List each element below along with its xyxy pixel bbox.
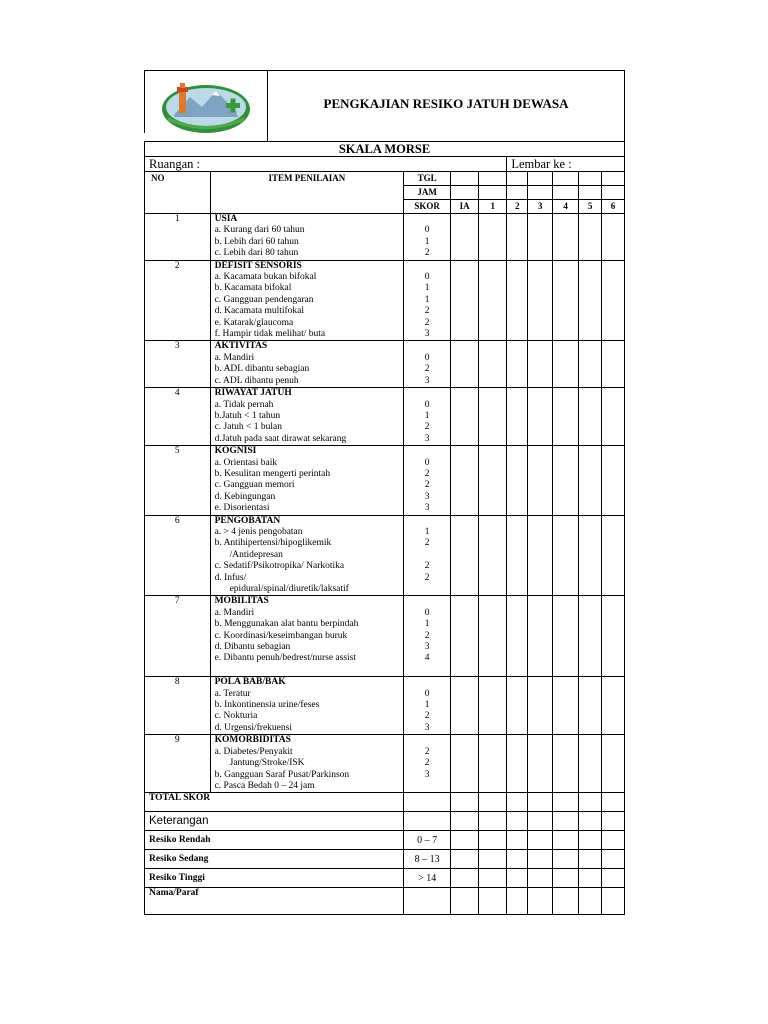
item-row [145, 515, 625, 596]
score-cell[interactable] [553, 214, 579, 261]
total-cell[interactable] [553, 793, 579, 812]
legend-cell[interactable] [602, 869, 625, 888]
jam-cell[interactable] [602, 186, 625, 200]
item-row [145, 260, 625, 341]
score-value: 3 [424, 769, 430, 780]
score-cell[interactable] [602, 596, 625, 677]
keterangan-cell [404, 812, 451, 831]
legend-row [145, 850, 625, 869]
item-option: d. Kacamata multifokal [214, 306, 305, 317]
score-cell[interactable] [528, 341, 553, 388]
score-value: 3 [424, 722, 430, 733]
score-cell[interactable] [579, 515, 602, 596]
legend-cell[interactable] [451, 869, 479, 888]
legend-cell[interactable] [479, 831, 507, 850]
legend-range: 0 – 7 [404, 831, 451, 850]
item-number: 4 [145, 388, 211, 446]
item-scores [404, 341, 451, 388]
score-cell[interactable] [507, 388, 528, 446]
score-cell[interactable] [553, 260, 579, 341]
score-value: 1 [424, 410, 430, 421]
item-title: POLA BAB/BAK [214, 677, 286, 688]
item-title: MOBILITAS [214, 596, 269, 607]
keterangan-cell[interactable] [553, 812, 579, 831]
score-cell[interactable] [553, 735, 579, 793]
legend-cell[interactable] [602, 850, 625, 869]
score-cell[interactable] [479, 735, 507, 793]
score-value: 0 [424, 272, 430, 283]
item-option: d. Kebingungan [214, 491, 276, 502]
score-cell[interactable] [479, 260, 507, 341]
score-value: 2 [424, 561, 430, 572]
legend-cell[interactable] [579, 850, 602, 869]
score-cell[interactable] [507, 596, 528, 677]
keterangan-cell[interactable] [579, 812, 602, 831]
score-value: 0 [424, 399, 430, 410]
score-spacer [404, 735, 450, 746]
tgl-cell[interactable] [602, 172, 625, 186]
score-cell[interactable] [553, 596, 579, 677]
total-cell[interactable] [451, 793, 479, 812]
score-cell[interactable] [507, 515, 528, 596]
item-option: a. Diabetes/Penyakit [214, 746, 293, 757]
score-cell[interactable] [479, 596, 507, 677]
item-option: c. Nokturia [214, 711, 258, 722]
score-value: 3 [424, 642, 430, 653]
signature-cell[interactable] [451, 888, 479, 915]
item-description [210, 214, 404, 261]
keterangan-cell[interactable] [479, 812, 507, 831]
item-option: b. ADL dibantu sebagian [214, 364, 310, 375]
legend-cell[interactable] [553, 850, 579, 869]
score-spacer [404, 341, 450, 352]
total-cell[interactable] [507, 793, 528, 812]
ruangan-field[interactable]: Ruangan : [145, 157, 507, 172]
signature-label: Nama/Paraf [145, 888, 404, 915]
legend-cell[interactable] [553, 831, 579, 850]
score-cell[interactable] [451, 735, 479, 793]
score-value: 3 [424, 503, 430, 514]
score-cell[interactable] [602, 260, 625, 341]
score-value: 2 [424, 364, 430, 375]
item-option: b.Jatuh < 1 tahun [214, 410, 281, 421]
morse-scale-table [144, 141, 625, 915]
jam-cell[interactable] [479, 186, 507, 200]
item-scores [404, 677, 451, 735]
score-value [404, 550, 450, 561]
score-cell[interactable] [479, 341, 507, 388]
jam-cell[interactable] [528, 186, 553, 200]
score-cell[interactable] [528, 260, 553, 341]
item-option: b. Kacamata bifokal [214, 283, 292, 294]
score-value: 2 [424, 758, 430, 769]
signature-cell[interactable] [479, 888, 507, 915]
legend-cell[interactable] [553, 869, 579, 888]
score-cell[interactable] [507, 677, 528, 735]
item-description [210, 260, 404, 341]
item-title: AKTIVITAS [214, 341, 268, 352]
score-cell[interactable] [553, 388, 579, 446]
total-row [145, 793, 625, 812]
legend-cell[interactable] [507, 831, 528, 850]
legend-range: > 14 [404, 869, 451, 888]
total-label: TOTAL SKOR [145, 793, 404, 812]
score-cell[interactable] [451, 677, 479, 735]
legend-cell[interactable] [528, 831, 553, 850]
item-description [210, 677, 404, 735]
score-value: 0 [424, 688, 430, 699]
item-number: 6 [145, 515, 211, 596]
score-spacer [404, 261, 450, 272]
tgl-cell[interactable] [451, 172, 479, 186]
score-cell[interactable] [579, 735, 602, 793]
score-value: 2 [424, 480, 430, 491]
item-title: DEFISIT SENSORIS [214, 260, 302, 271]
item-option: c. Gangguan pendengaran [214, 294, 314, 305]
item-option: c. Pasca Bedah 0 – 24 jam [214, 780, 315, 791]
item-scores [404, 388, 451, 446]
keterangan-cell[interactable] [602, 812, 625, 831]
keterangan-cell[interactable] [528, 812, 553, 831]
item-option: b. Menggunakan alat bantu berpindah [214, 619, 359, 630]
score-cell[interactable] [507, 735, 528, 793]
score-spacer [404, 516, 450, 527]
item-description [210, 446, 404, 515]
item-option: d.Jatuh pada saat dirawat sekarang [214, 433, 347, 444]
legend-cell[interactable] [579, 869, 602, 888]
total-cell[interactable] [579, 793, 602, 812]
jam-cell[interactable] [507, 186, 528, 200]
score-cell[interactable] [479, 515, 507, 596]
item-option: e. Disorientasi [214, 503, 270, 514]
score-value: 1 [424, 526, 430, 537]
tgl-cell[interactable] [507, 172, 528, 186]
item-row [145, 214, 625, 261]
score-cell[interactable] [528, 446, 553, 515]
score-value: 3 [424, 491, 430, 502]
score-cell[interactable] [479, 677, 507, 735]
item-option: b. Lebih dari 60 tahun [214, 236, 299, 247]
legend-row [145, 869, 625, 888]
legend-cell[interactable] [528, 850, 553, 869]
legend-cell[interactable] [528, 869, 553, 888]
col-item: ITEM PENILAIAN [210, 172, 404, 214]
signature-cell[interactable] [553, 888, 579, 915]
score-cell[interactable] [528, 735, 553, 793]
score-cell[interactable] [451, 341, 479, 388]
item-scores [404, 260, 451, 341]
item-title: USIA [214, 214, 238, 224]
score-value [404, 584, 450, 595]
item-option: a. Orientasi baik [214, 457, 278, 468]
score-cell[interactable] [528, 677, 553, 735]
legend-cell[interactable] [479, 869, 507, 888]
item-option: b. Gangguan Saraf Pusat/Parkinson [214, 769, 350, 780]
score-cell[interactable] [507, 260, 528, 341]
score-value: 2 [424, 630, 430, 641]
legend-row [145, 831, 625, 850]
score-value: 1 [424, 619, 430, 630]
score-value: 2 [424, 422, 430, 433]
score-cell[interactable] [479, 446, 507, 515]
item-option: b. Antihipertensi/hipoglikemik [214, 538, 332, 549]
score-cell[interactable] [602, 515, 625, 596]
total-cell[interactable] [528, 793, 553, 812]
score-cell[interactable] [528, 388, 553, 446]
item-option: a. Mandiri [214, 352, 255, 363]
score-value: 2 [424, 572, 430, 583]
item-option: d. Infus/ [214, 572, 247, 583]
item-scores [404, 214, 451, 261]
score-cell[interactable] [451, 596, 479, 677]
signature-row [145, 888, 625, 915]
col-label: 3 [528, 200, 553, 214]
score-value: 1 [424, 700, 430, 711]
item-option: Jantung/Stroke/ISK [229, 758, 305, 769]
item-number: 7 [145, 596, 211, 677]
score-cell[interactable] [507, 446, 528, 515]
score-cell[interactable] [579, 677, 602, 735]
signature-cell[interactable] [602, 888, 625, 915]
score-cell[interactable] [507, 214, 528, 261]
item-row [145, 735, 625, 793]
score-cell[interactable] [507, 341, 528, 388]
col-no: NO [145, 172, 211, 214]
scale-title: SKALA MORSE [145, 142, 625, 157]
keterangan-row [145, 812, 625, 831]
item-option: a. Teratur [214, 688, 251, 699]
legend-cell[interactable] [507, 850, 528, 869]
score-cell[interactable] [553, 341, 579, 388]
score-cell[interactable] [553, 446, 579, 515]
item-description [210, 341, 404, 388]
score-spacer [404, 388, 450, 399]
assessment-form [144, 70, 625, 915]
item-scores [404, 446, 451, 515]
item-option: c. Jatuh < 1 bulan [214, 422, 282, 433]
score-value: 2 [424, 746, 430, 757]
score-cell[interactable] [553, 677, 579, 735]
item-option: a. Tidak pernah [214, 399, 274, 410]
score-value: 1 [424, 283, 430, 294]
score-cell[interactable] [528, 214, 553, 261]
item-option: c. Gangguan memori [214, 480, 295, 491]
tgl-cell[interactable] [479, 172, 507, 186]
col-label: 5 [579, 200, 602, 214]
item-number: 9 [145, 735, 211, 793]
item-number: 2 [145, 260, 211, 341]
lembar-field[interactable]: Lembar ke : [507, 157, 625, 172]
score-value [404, 781, 450, 792]
item-number: 3 [145, 341, 211, 388]
total-cell[interactable] [479, 793, 507, 812]
signature-cell[interactable] [404, 888, 451, 915]
hospital-logo [160, 77, 252, 135]
total-score-cell[interactable] [404, 793, 451, 812]
score-value: 1 [424, 236, 430, 247]
item-option: a. Kurang dari 60 tahun [214, 225, 305, 236]
score-cell[interactable] [579, 260, 602, 341]
signature-cell[interactable] [579, 888, 602, 915]
col-label: 6 [602, 200, 625, 214]
col-label: 2 [507, 200, 528, 214]
keterangan-cell[interactable] [451, 812, 479, 831]
score-cell[interactable] [479, 214, 507, 261]
score-cell[interactable] [579, 596, 602, 677]
item-row [145, 596, 625, 677]
item-option: b. Kesulitan mengerti perintah [214, 468, 331, 479]
jam-cell[interactable] [579, 186, 602, 200]
score-cell[interactable] [451, 388, 479, 446]
score-value: 3 [424, 329, 430, 340]
legend-label: Resiko Rendah [145, 831, 404, 850]
score-spacer [404, 677, 450, 688]
col-jam: JAM [404, 186, 451, 200]
score-cell[interactable] [451, 446, 479, 515]
score-value: 1 [424, 294, 430, 305]
item-title: KOMORBIDITAS [214, 735, 291, 746]
score-cell[interactable] [579, 214, 602, 261]
item-option: e. Katarak/glaucoma [214, 317, 294, 328]
score-cell[interactable] [602, 388, 625, 446]
legend-label: Resiko Tinggi [145, 869, 404, 888]
legend-cell[interactable] [451, 850, 479, 869]
item-option: c. Koordinasi/keseimbangan buruk [214, 630, 348, 641]
score-cell[interactable] [528, 596, 553, 677]
jam-cell[interactable] [553, 186, 579, 200]
legend-cell[interactable] [602, 831, 625, 850]
form-title: PENGKAJIAN RESIKO JATUH DEWASA [323, 96, 569, 111]
item-option: b. Inkontinensia urine/feses [214, 700, 320, 711]
item-number: 1 [145, 214, 211, 261]
item-row [145, 341, 625, 388]
item-option: c. ADL dibantu penuh [214, 375, 299, 386]
item-option: a. > 4 jenis pengobatan [214, 526, 303, 537]
item-option: d. Urgensi/frekuensi [214, 722, 292, 733]
form-header [144, 70, 625, 141]
score-cell[interactable] [579, 446, 602, 515]
tgl-cell[interactable] [528, 172, 553, 186]
item-description [210, 515, 404, 596]
item-description [210, 596, 404, 677]
score-cell[interactable] [553, 515, 579, 596]
score-value: 2 [424, 317, 430, 328]
item-option: f. Hampir tidak melihat/ buta [214, 329, 326, 340]
score-cell[interactable] [602, 446, 625, 515]
legend-cell[interactable] [451, 831, 479, 850]
score-cell[interactable] [602, 341, 625, 388]
score-value: 4 [424, 653, 430, 664]
score-value [404, 665, 450, 676]
score-cell[interactable] [451, 214, 479, 261]
legend-cell[interactable] [579, 831, 602, 850]
item-title: RIWAYAT JATUH [214, 388, 292, 399]
keterangan-label: Keterangan [145, 812, 404, 831]
score-value: 2 [424, 306, 430, 317]
score-spacer [404, 214, 450, 225]
score-cell[interactable] [528, 515, 553, 596]
item-number: 5 [145, 446, 211, 515]
score-cell[interactable] [451, 260, 479, 341]
item-option: e. Dibantu penuh/bedrest/nurse assist [214, 653, 357, 664]
item-row [145, 446, 625, 515]
legend-range: 8 – 13 [404, 850, 451, 869]
item-description [210, 388, 404, 446]
score-cell[interactable] [602, 677, 625, 735]
score-value: 2 [424, 538, 430, 549]
item-option: a. Mandiri [214, 607, 255, 618]
item-title: PENGOBATAN [214, 515, 281, 526]
item-description [210, 735, 404, 793]
score-value: 3 [424, 433, 430, 444]
legend-cell[interactable] [479, 850, 507, 869]
item-option: epidural/spinal/diuretik/laksatif [229, 584, 349, 594]
score-cell[interactable] [602, 214, 625, 261]
score-value: 2 [424, 468, 430, 479]
score-value: 3 [424, 375, 430, 386]
item-title: KOGNISI [214, 446, 257, 457]
score-value: 0 [424, 457, 430, 468]
item-row [145, 388, 625, 446]
total-cell[interactable] [602, 793, 625, 812]
col-label: 4 [553, 200, 579, 214]
col-tgl: TGL [404, 172, 451, 186]
score-spacer [404, 596, 450, 607]
item-option: d. Dibantu sebagian [214, 642, 291, 653]
score-value: 2 [424, 248, 430, 259]
tgl-cell[interactable] [579, 172, 602, 186]
score-cell[interactable] [479, 388, 507, 446]
score-value: 0 [424, 352, 430, 363]
score-cell[interactable] [451, 515, 479, 596]
item-option [215, 665, 404, 676]
col-skor: SKOR [404, 200, 451, 214]
tgl-cell[interactable] [553, 172, 579, 186]
score-cell[interactable] [602, 735, 625, 793]
jam-cell[interactable] [451, 186, 479, 200]
legend-label: Resiko Sedang [145, 850, 404, 869]
col-label: 1 [479, 200, 507, 214]
score-value: 0 [424, 225, 430, 236]
item-option: c. Sedatif/Psikotropika/ Narkotika [214, 561, 345, 572]
score-value: 2 [424, 711, 430, 722]
item-scores [404, 515, 451, 596]
item-option: c. Lebih dari 80 tahun [214, 248, 299, 259]
score-cell[interactable] [579, 341, 602, 388]
item-option: a. Kacamata bukan bifokal [214, 272, 317, 283]
item-number: 8 [145, 677, 211, 735]
col-label: IA [451, 200, 479, 214]
keterangan-cell[interactable] [507, 812, 528, 831]
legend-cell[interactable] [507, 869, 528, 888]
signature-cell[interactable] [528, 888, 553, 915]
item-option: /Antidepresan [229, 549, 283, 560]
signature-cell[interactable] [507, 888, 528, 915]
item-scores [404, 596, 451, 677]
score-value: 0 [424, 607, 430, 618]
score-cell[interactable] [579, 388, 602, 446]
item-row [145, 677, 625, 735]
item-scores [404, 735, 451, 793]
score-spacer [404, 446, 450, 457]
logo-box [144, 71, 268, 141]
